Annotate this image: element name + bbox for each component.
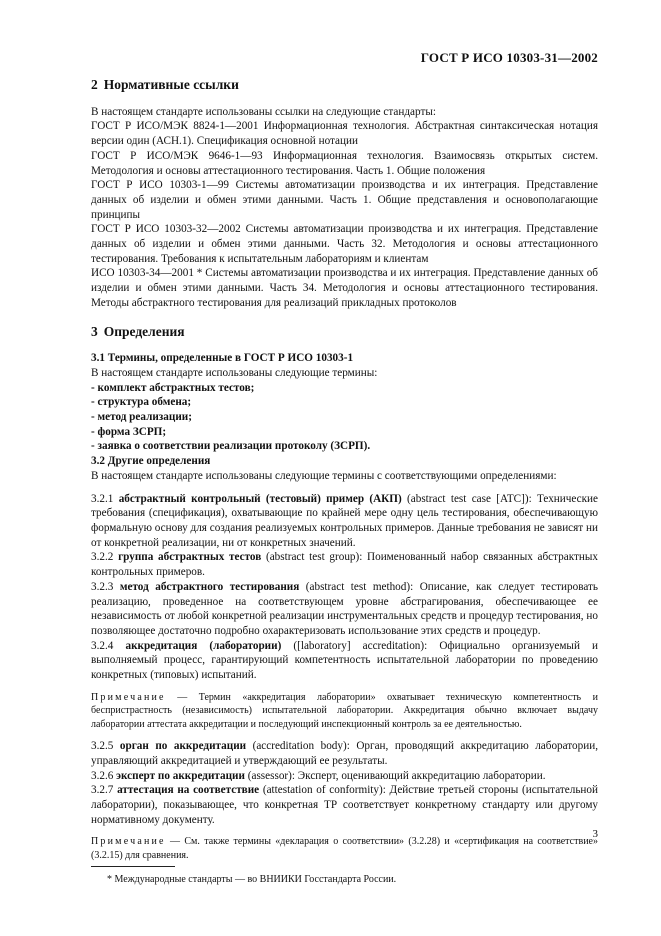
definition-text: (assessor): Эксперт, оценивающий аккредитацию лаборатории. — [244, 769, 546, 782]
definition-term: группа абстрактных тестов — [118, 551, 262, 564]
page-content — [91, 78, 598, 886]
definition-number: 3.2.7 — [91, 784, 114, 797]
subsection-3-2-intro: В настоящем стандарте использованы следующие термины с соответствующими определениями: — [91, 469, 557, 482]
definition-number: 3.2.3 — [91, 580, 114, 593]
footnote: * Международные стандарты — во ВНИИКИ Госстандарта России. — [107, 874, 397, 886]
definition-3-2-7 — [91, 783, 598, 827]
definition-3-2-6 — [91, 769, 598, 784]
reference-item: ГОСТ Р ИСО/МЭК 9646-1—93 Информационная технология. Взаимосвязь открытых систем. Методология и основы аттестационного тестирования. Часть 1. Общие положения — [91, 149, 598, 177]
definition-text: (abstract test case [ATC]): Технические требования (спецификация), охватывающие по крайней мере одну цель тестирования, обеспечивающую формальную основу для создания реализуемых контрольных примеров. Данные требования не зависят ни от конкретной реализации, ни от конкретных значений. — [91, 492, 598, 549]
note-1 — [91, 691, 598, 732]
section-2-intro: В настоящем стандарте использованы ссылки на следующие стандарты: — [91, 105, 436, 118]
definition-3-2-5 — [91, 739, 598, 768]
definition-term: метод абстрактного тестирования — [119, 580, 300, 593]
term-item: - метод реализации; — [91, 411, 192, 424]
term-item: - форма ЗСРП; — [91, 425, 167, 438]
reference-item: ГОСТ Р ИСО/МЭК 8824-1—2001 Информационная технология. Абстрактная синтаксическая нотация версии один (АСН.1). Спецификация основной нотации — [91, 120, 598, 148]
definition-number: 3.2.6 — [91, 769, 114, 782]
section-2-number: 2 — [91, 77, 98, 92]
definition-3-2-4 — [91, 639, 598, 683]
note-label: Примечание — [91, 836, 166, 848]
term-item: - заявка о соответствии реализации протоколу (ЗСРП). — [91, 440, 371, 453]
reference-item: ИСО 10303-34—2001 * Системы автоматизации производства и их интеграция. Представление данных об изделии и обмен этими данными. Часть 34. Методология и основы аттестационного тестирования. Методы абстрактного тестирования для реализаций прикладных протоколов — [91, 267, 598, 309]
reference-item: ГОСТ Р ИСО 10303-32—2002 Системы автоматизации производства и их интеграция. Представление данных об изделии и обмен этими данными. Часть 32. Методология и основы аттестационного тестирования. Требования к испытательным лабораториям и клиентам — [91, 223, 598, 265]
note-label: Примечание — [91, 691, 166, 703]
definition-term: аттестация на соответствие — [117, 784, 260, 797]
definition-term: орган по аккредитации — [119, 740, 247, 753]
definition-number: 3.2.4 — [91, 639, 114, 652]
definition-term: аккредитация (лаборатории) — [125, 639, 282, 652]
section-2-title: Нормативные ссылки — [103, 77, 239, 92]
definition-3-2-2 — [91, 550, 598, 579]
section-3-heading — [91, 325, 598, 340]
section-2-heading — [91, 78, 598, 93]
definition-term: абстрактный контрольный (тестовый) пример (АКП) — [118, 492, 402, 505]
page-header: ГОСТ Р ИСО 10303-31—2002 — [420, 50, 598, 65]
definition-3-2-1 — [91, 492, 598, 551]
subsection-3-1-intro: В настоящем стандарте использованы следующие термины: — [91, 366, 378, 379]
definition-text: (abstract test group): Поименованный набор связанных абстрактных контрольных примеров. — [91, 551, 598, 579]
section-3-title: Определения — [103, 323, 185, 339]
subsection-3-2-heading: 3.2 Другие определения — [91, 455, 211, 468]
definition-number: 3.2.1 — [91, 492, 114, 505]
term-item: - комплект абстрактных тестов; — [91, 381, 255, 394]
reference-item: ГОСТ Р ИСО 10303-1—99 Системы автоматизации производства и их интеграция. Представление данных об изделии и обмен этими данными. Часть 1. Общие представления и основополагающие принципы — [91, 179, 598, 221]
definition-number: 3.2.2 — [91, 551, 114, 564]
page-number: 3 — [592, 828, 598, 840]
definition-text: (accreditation body): Орган, проводящий аккредитацию лаборатории, управляющий аккредитацией и утверждающий ее результаты. — [91, 740, 599, 767]
definition-text: (abstract test method): Описание, как следует тестировать реализацию, проведенное на соответствующем уровне абстрагирования, обеспечивающее ее независимость от любой конкретной реализации инструментальных средств и процедур тестирования, но позволяющее достаточно подробно охарактеризовать использование этих средств и процедур. — [91, 580, 599, 637]
definition-3-2-3 — [91, 580, 598, 639]
definition-text: ([laboratory] accreditation): Официально организуемый и выполняемый процесс, гарантирующий компетентность испытательной лаборатории по проведению конкретных (типовых) испытаний. — [91, 639, 599, 682]
definition-term: эксперт по аккредитации — [116, 769, 245, 782]
term-list — [91, 381, 598, 455]
term-item: - структура обмена; — [91, 396, 192, 409]
section-3-number: 3 — [91, 323, 98, 339]
definition-number: 3.2.5 — [91, 740, 114, 753]
note-text: — См. также термины «декларация о соответствии» (3.2.28) и «сертификация на соответствие» (3.2.15) для сравнения. — [91, 836, 598, 861]
note-text: — Термин «аккредитация лаборатории» охватывает техническую компетентность и беспристрастность (независимость) испытательной лаборатории. Аккредитация обычно включает выдачу лаборатории аттестата аккредитации и последующий инспекционный контроль за ее деятельностью. — [91, 691, 598, 730]
footnote-divider — [91, 866, 175, 867]
note-2 — [91, 835, 598, 862]
definition-text: (attestation of conformity): Действие третьей стороны (испытательной лаборатории), показывающее, что конкретная ТР соответствует конкретному стандарту или другому нормативному документу. — [91, 784, 598, 826]
subsection-3-1-heading: 3.1 Термины, определенные в ГОСТ Р ИСО 10303-1 — [91, 352, 354, 365]
